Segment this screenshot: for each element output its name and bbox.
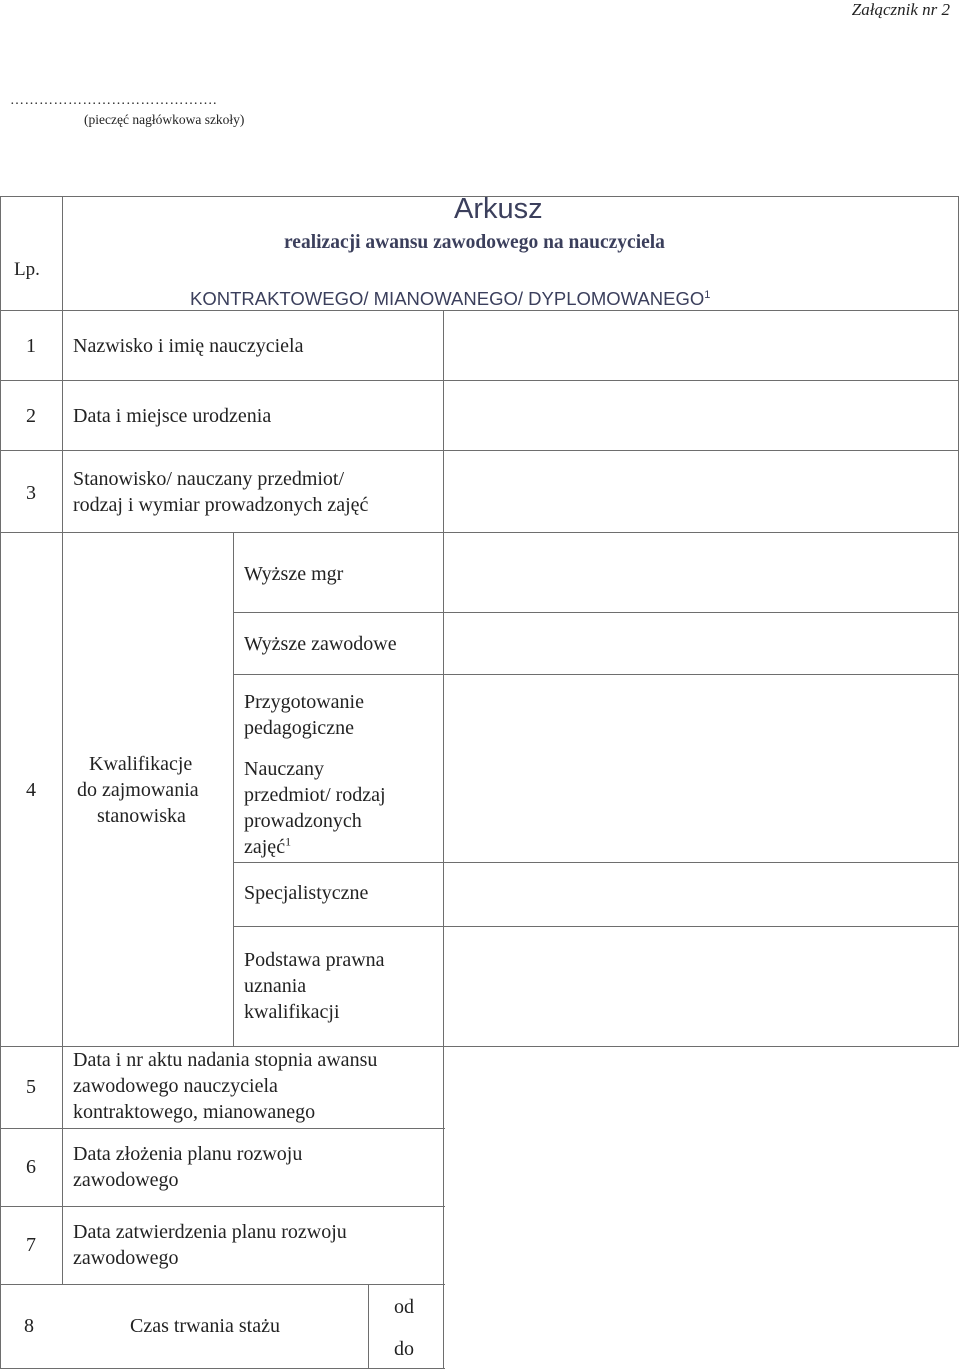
row-8-label: Czas trwania stażu: [130, 1315, 280, 1337]
row-8-to-label: do: [394, 1338, 414, 1360]
row-6-label-line-1: Data złożenia planu rozwoju: [73, 1143, 303, 1165]
row-1-label: Nazwisko i imię nauczyciela: [73, 335, 304, 357]
qual-pedagogical-label-line-1: Przygotowanie: [244, 691, 364, 713]
row-5-value-field[interactable]: [444, 1047, 958, 1128]
row-6-label-line-2: zawodowego: [73, 1169, 179, 1191]
promotion-types-footnote: 1: [704, 288, 711, 301]
stamp-dotted-line: …………………………………….: [10, 93, 217, 108]
qual-subject-footnote: 1: [285, 834, 292, 849]
row-3-label-line-2: rodzaj i wymiar prowadzonych zajęć: [73, 494, 369, 516]
qual-specialist-field[interactable]: [444, 863, 958, 926]
row-2-value-field[interactable]: [444, 381, 958, 450]
row-4-label-line-1: Kwalifikacje: [89, 753, 193, 775]
qual-legal-basis-line-1: Podstawa prawna: [244, 949, 385, 971]
row-6-number: 6: [26, 1156, 36, 1178]
row-7-label-line-2: zawodowego: [73, 1247, 179, 1269]
row-8-number: 8: [24, 1315, 34, 1337]
row-8-from-field[interactable]: [444, 1285, 958, 1325]
qual-subject-label-line-3: prowadzonych: [244, 810, 362, 832]
row-4-label-line-2: do zajmowania: [77, 779, 199, 801]
row-5-label-line-2: zawodowego nauczyciela: [73, 1075, 278, 1097]
qual-specialist-label: Specjalistyczne: [244, 882, 369, 904]
promotion-types-text: KONTRAKTOWEGO/ MIANOWANEGO/ DYPLOMOWANEGO: [190, 288, 705, 309]
qual-higher-vocational-field[interactable]: [444, 613, 958, 674]
row-7-label-line-1: Data zatwierdzenia planu rozwoju: [73, 1221, 347, 1243]
qual-subject-label-line-2: przedmiot/ rodzaj: [244, 784, 386, 806]
form-subtitle: realizacji awansu zawodowego na nauczyciela: [284, 232, 665, 253]
qual-legal-basis-line-3: kwalifikacji: [244, 1001, 340, 1023]
row-1-value-field[interactable]: [444, 311, 958, 380]
row-8-from-label: od: [394, 1296, 414, 1318]
qual-legal-basis-field[interactable]: [444, 927, 958, 1046]
row-5-label-line-3: kontraktowego, mianowanego: [73, 1101, 316, 1123]
qual-subject-label-line-4: [244, 834, 291, 860]
row-3-label-line-1: Stanowisko/ nauczany przedmiot/: [73, 468, 345, 490]
row-7-number: 7: [26, 1234, 36, 1256]
row-4-number: 4: [26, 779, 36, 801]
row-8-to-field[interactable]: [444, 1326, 958, 1368]
row-4-label-line-3: stanowiska: [97, 805, 186, 827]
row-5-label-line-1: Data i nr aktu nadania stopnia awansu: [73, 1049, 378, 1071]
promotion-types: [190, 286, 710, 312]
qual-higher-mgr-label: Wyższe mgr: [244, 563, 344, 585]
stamp-caption: (pieczęć nagłówkowa szkoły): [84, 112, 245, 127]
qual-subject-label-line-1: Nauczany: [244, 758, 324, 780]
row-3-number: 3: [26, 482, 36, 504]
form-title: Arkusz: [454, 193, 543, 225]
row-2-label: Data i miejsce urodzenia: [73, 405, 272, 427]
row-6-value-field[interactable]: [444, 1129, 958, 1206]
lp-column-header: Lp.: [14, 259, 40, 280]
qual-legal-basis-line-2: uznania: [244, 975, 307, 997]
row-7-value-field[interactable]: [444, 1207, 958, 1284]
row-2-number: 2: [26, 405, 36, 427]
qual-higher-vocational-label: Wyższe zawodowe: [244, 633, 397, 655]
qual-pedagogical-label-line-2: pedagogiczne: [244, 717, 354, 739]
row-1-number: 1: [26, 335, 36, 357]
qual-higher-mgr-field[interactable]: [444, 533, 958, 612]
row-3-value-field[interactable]: [444, 451, 958, 532]
qual-pedagogical-subject-field[interactable]: [444, 675, 958, 862]
row-5-number: 5: [26, 1076, 36, 1098]
qual-subject-label-text: zajęć: [244, 836, 286, 858]
annex-label: Załącznik nr 2: [851, 0, 950, 19]
